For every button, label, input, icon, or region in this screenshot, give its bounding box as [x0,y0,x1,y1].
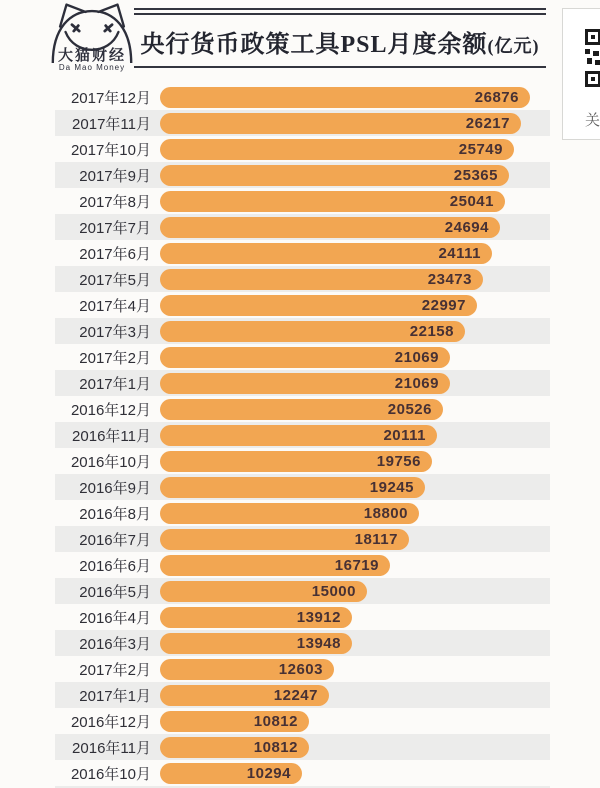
value-label: 12247 [273,686,318,704]
value-bar [160,191,505,212]
category-label: 2017年10月 [70,141,151,159]
value-bar [160,295,477,316]
value-label: 20526 [387,400,432,418]
value-label: 22997 [421,296,466,314]
category-label: 2016年7月 [79,531,151,549]
category-label: 2016年11月 [72,427,151,445]
value-label: 25365 [453,166,498,184]
bar-track [160,685,550,706]
bar-track [160,191,550,212]
category-label: 2016年6月 [79,557,151,575]
bar-track [160,607,550,628]
chart-row [55,630,550,656]
value-label: 19245 [369,478,414,496]
value-bar [160,503,419,524]
chart-row [55,500,550,526]
value-label: 12603 [278,660,323,678]
double-rule [134,8,546,15]
category-label: 2016年8月 [79,505,151,523]
bar-track [160,399,550,420]
chart-row [55,110,550,136]
value-bar [160,529,409,550]
value-bar [160,581,367,602]
value-bar [160,399,443,420]
value-bar [160,555,390,576]
value-label: 26217 [465,114,510,132]
value-bar [160,113,521,134]
bar-track [160,451,550,472]
page-title: 央行货币政策工具PSL月度余额(亿元) [140,32,540,58]
bar-track [160,373,550,394]
qr-code-icon [585,29,600,92]
value-label: 18117 [354,530,398,548]
title-unit: (亿元) [487,36,540,56]
value-label: 25749 [458,140,503,158]
value-bar [160,685,329,706]
bar-track [160,87,550,108]
chart-row [55,240,550,266]
value-bar [160,87,530,108]
category-label: 2016年10月 [70,453,151,471]
value-label: 16719 [334,556,379,574]
value-label: 23473 [427,270,472,288]
category-label: 2017年3月 [79,323,151,341]
chart-row [55,344,550,370]
bar-track [160,269,550,290]
value-bar [160,451,432,472]
chart-row [55,578,550,604]
category-label: 2017年1月 [79,687,151,705]
bar-track [160,347,550,368]
value-bar [160,425,437,446]
value-label: 26876 [474,88,519,106]
chart-row [55,370,550,396]
chart-row [55,552,550,578]
category-label: 2016年4月 [79,609,151,627]
bar-track [160,503,550,524]
header [0,0,600,84]
value-bar [160,217,500,238]
value-label: 13912 [296,608,341,626]
value-bar [160,763,302,784]
bar-track [160,581,550,602]
category-label: 2017年12月 [70,89,151,107]
category-label: 2017年2月 [79,661,151,679]
bar-track [160,477,550,498]
chart-row [55,396,550,422]
logo-name-cn: 大猫财经 [57,47,126,64]
category-label: 2016年10月 [70,765,151,783]
qr-caption-partial: 关 [585,112,600,129]
bar-track [160,295,550,316]
value-bar [160,165,509,186]
value-bar [160,659,334,680]
bar-track [160,737,550,758]
chart-row [55,188,550,214]
value-label: 15000 [311,582,356,600]
chart-row [55,292,550,318]
bar-track [160,633,550,654]
value-label: 10812 [253,712,298,730]
category-label: 2017年9月 [79,167,151,185]
value-bar [160,607,352,628]
side-card-clipped [562,8,600,140]
category-label: 2016年9月 [79,479,151,497]
bar-track [160,113,550,134]
category-label: 2017年6月 [79,245,151,263]
chart-row [55,214,550,240]
value-label: 21069 [394,374,439,392]
brand-logo [42,1,142,72]
value-label: 13948 [296,634,341,652]
bar-track [160,711,550,732]
single-rule [134,66,546,68]
chart-row [55,760,550,786]
chart-row [55,682,550,708]
chart-row [55,84,550,110]
category-label: 2016年12月 [70,401,151,419]
category-label: 2017年1月 [79,375,151,393]
bar-chart [0,84,600,786]
value-label: 25041 [449,192,494,210]
chart-row [55,656,550,682]
value-bar [160,321,465,342]
bar-track [160,217,550,238]
value-bar [160,373,450,394]
chart-row [55,422,550,448]
bar-track [160,555,550,576]
category-label: 2016年5月 [79,583,151,601]
value-bar [160,737,309,758]
value-bar [160,139,514,160]
chart-row [55,162,550,188]
category-label: 2017年5月 [79,271,151,289]
category-label: 2016年11月 [72,739,151,757]
value-label: 19756 [376,452,421,470]
bar-track [160,243,550,264]
logo-name-en: Da Mao Money [58,63,126,72]
bar-track [160,321,550,342]
value-bar [160,243,492,264]
value-label: 20111 [383,426,426,444]
value-bar [160,633,352,654]
bar-track [160,529,550,550]
title-block [134,8,546,68]
category-label: 2016年12月 [70,713,151,731]
bar-track [160,425,550,446]
category-label: 2016年3月 [79,635,151,653]
value-label: 18800 [363,504,408,522]
category-label: 2017年8月 [79,193,151,211]
bar-track [160,763,550,784]
chart-row [55,318,550,344]
category-label: 2017年4月 [79,297,151,315]
chart-row [55,526,550,552]
value-label: 24694 [444,218,489,236]
category-label: 2017年11月 [72,115,151,133]
chart-row [55,266,550,292]
value-label: 21069 [394,348,439,366]
bar-track [160,659,550,680]
value-label: 10812 [253,738,298,756]
value-label: 22158 [409,322,454,340]
chart-row [55,734,550,760]
chart-row [55,474,550,500]
category-label: 2017年2月 [79,349,151,367]
bar-track [160,165,550,186]
chart-row [55,708,550,734]
chart-row [55,136,550,162]
value-label: 10294 [246,764,291,782]
category-label: 2017年7月 [79,219,151,237]
value-bar [160,269,483,290]
bar-track [160,139,550,160]
value-label: 24111 [438,244,481,262]
value-bar [160,711,309,732]
value-bar [160,477,425,498]
value-bar [160,347,450,368]
chart-row [55,604,550,630]
chart-row [55,448,550,474]
